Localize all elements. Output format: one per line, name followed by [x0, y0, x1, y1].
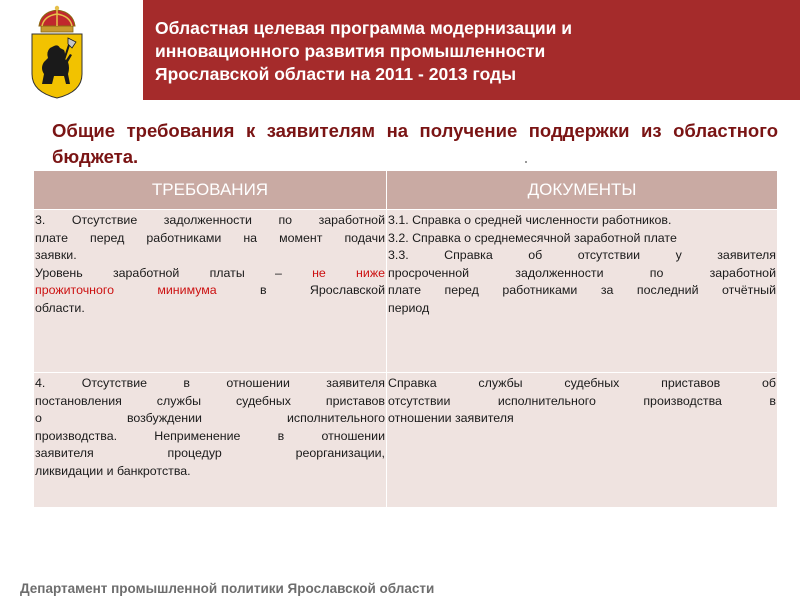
requirement-text-line: 3. Отсутствие задолженности по заработной [35, 213, 385, 227]
highlighted-text: прожиточного минимума [35, 283, 217, 298]
highlighted-text: не ниже [312, 265, 386, 280]
header-title [155, 17, 785, 86]
document-cell [387, 210, 778, 373]
requirement-cell [34, 373, 387, 508]
document-text-line: 3.1. Справка о средней численности работников. [388, 213, 672, 227]
requirement-text-line: о возбуждении исполнительного [35, 411, 385, 426]
document-text-line: плате перед работниками за последний отчётный [388, 283, 776, 298]
requirement-text-line [35, 265, 385, 283]
table-row [34, 210, 778, 373]
header-title-line: Ярославской области на 2011 - 2013 годы [155, 64, 517, 84]
requirement-text-line: области. [35, 300, 85, 315]
requirement-text-line: плате перед работниками на момент подачи [35, 230, 385, 245]
footer-department: Департамент промышленной политики Ярославской области [20, 581, 435, 596]
coat-of-arms-icon [24, 4, 90, 100]
decorative-dot [525, 161, 527, 163]
table-row [34, 373, 778, 508]
column-header-requirements: ТРЕБОВАНИЯ [34, 171, 387, 210]
requirements-table [33, 170, 778, 508]
document-cell [387, 373, 778, 508]
column-header-documents: ДОКУМЕНТЫ [387, 171, 778, 210]
requirement-cell [34, 210, 387, 373]
document-text-line: 3.3. Справка об отсутствии у заявителя [388, 248, 776, 263]
document-text-line: Справка службы судебных приставов об [388, 376, 776, 390]
requirement-text-line: 4. Отсутствие в отношении заявителя [35, 376, 385, 390]
requirement-text-line: заявителя процедур реорганизации, [35, 446, 385, 461]
requirement-text-line: ликвидации и банкротства. [35, 463, 191, 478]
requirement-text-line: заявки. [35, 248, 77, 263]
document-text-line: период [388, 300, 430, 315]
requirement-text-line: постановления службы судебных приставов [35, 393, 385, 408]
table-header-row [34, 171, 778, 210]
header-title-line: Областная целевая программа модернизации и [155, 18, 573, 38]
requirement-text: в Ярославской [216, 283, 385, 298]
header-title-line: инновационного развития промышленности [155, 41, 546, 61]
requirement-text-line: производства. Неприменение в отношении [35, 428, 385, 443]
page-subtitle: Общие требования к заявителям на получение поддержки из областного бюджета. [52, 120, 778, 167]
document-text-line: отношении заявителя [388, 411, 514, 426]
document-text-line: 3.2. Справка о среднемесячной заработной плате [388, 230, 677, 245]
document-text-line: отсутствии исполнительного производства в [388, 393, 776, 408]
requirement-text: Уровень заработной платы – [35, 265, 313, 280]
document-text-line: просроченной задолженности по заработной [388, 265, 776, 280]
header-banner [143, 0, 800, 100]
requirement-text-line [35, 282, 385, 300]
